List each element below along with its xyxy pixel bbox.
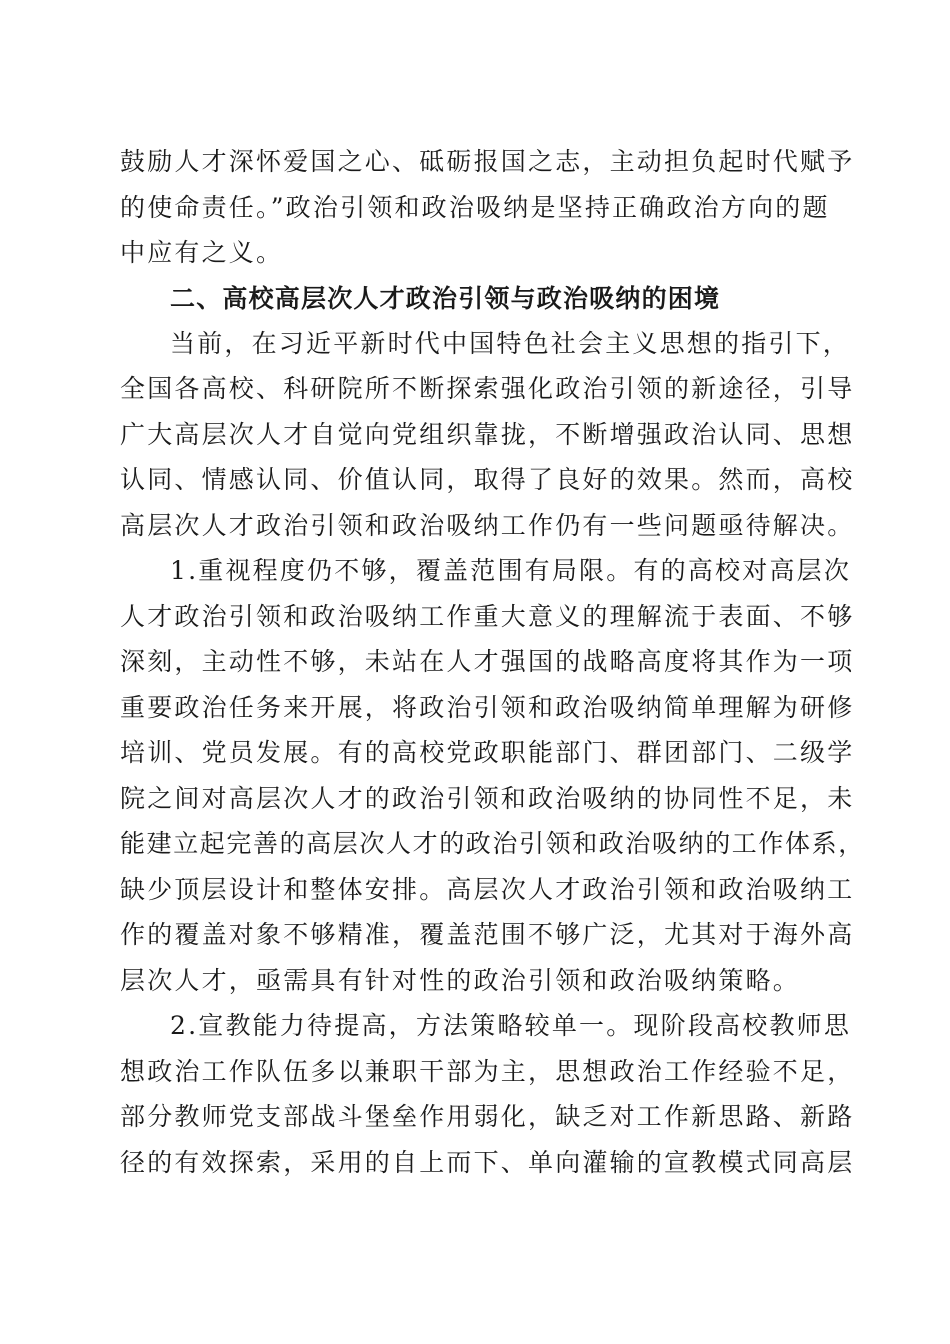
text-line: 深刻，主动性不够，未站在人才强国的战略高度将其作为一项 bbox=[120, 647, 855, 676]
text-line: 重要政治任务来开展，将政治引领和政治吸纳简单理解为研修 bbox=[120, 693, 855, 722]
text-line: 中应有之义。 bbox=[120, 238, 284, 267]
text-line: 全国各高校、科研院所不断探索强化政治引领的新途径，引导 bbox=[120, 374, 855, 403]
text-line: 能建立起完善的高层次人才的政治引领和政治吸纳的工作体系， bbox=[120, 829, 865, 858]
text-line: 高层次人才政治引领和政治吸纳工作仍有一些问题亟待解决。 bbox=[120, 511, 855, 540]
text-line: 缺少顶层设计和整体安排。高层次人才政治引领和政治吸纳工 bbox=[120, 875, 855, 904]
text-line: 院之间对高层次人才的政治引领和政治吸纳的协同性不足，未 bbox=[120, 784, 855, 813]
text-line: 的使命责任。”政治引领和政治吸纳是坚持正确政治方向的题 bbox=[120, 193, 830, 222]
text-line: 认同、情感认同、价值认同，取得了良好的效果。然而，高校 bbox=[120, 465, 855, 494]
text-line: 人才政治引领和政治吸纳工作重大意义的理解流于表面、不够 bbox=[120, 602, 855, 631]
text-line: 径的有效探索，采用的自上而下、单向灌输的宣教模式同高层 bbox=[120, 1148, 855, 1177]
text-line: 鼓励人才深怀爱国之心、砥砺报国之志，主动担负起时代赋予 bbox=[120, 147, 855, 176]
section-heading: 二、高校高层次人才政治引领与政治吸纳的困境 bbox=[170, 284, 721, 313]
text-line: 1.重视程度仍不够，覆盖范围有局限。有的高校对高层次 bbox=[170, 556, 852, 585]
text-line: 2.宣教能力待提高，方法策略较单一。现阶段高校教师思 bbox=[170, 1011, 852, 1040]
text-line: 作的覆盖对象不够精准，覆盖范围不够广泛，尤其对于海外高 bbox=[120, 920, 855, 949]
text-line: 培训、党员发展。有的高校党政职能部门、群团部门、二级学 bbox=[120, 738, 855, 767]
text-line: 想政治工作队伍多以兼职干部为主，思想政治工作经验不足， bbox=[120, 1057, 855, 1086]
text-line: 当前，在习近平新时代中国特色社会主义思想的指引下， bbox=[170, 329, 851, 358]
text-line: 部分教师党支部战斗堡垒作用弱化，缺乏对工作新思路、新路 bbox=[120, 1102, 855, 1131]
text-line: 广大高层次人才自觉向党组织靠拢，不断增强政治认同、思想 bbox=[120, 420, 855, 449]
text-line: 层次人才，亟需具有针对性的政治引领和政治吸纳策略。 bbox=[120, 966, 801, 995]
